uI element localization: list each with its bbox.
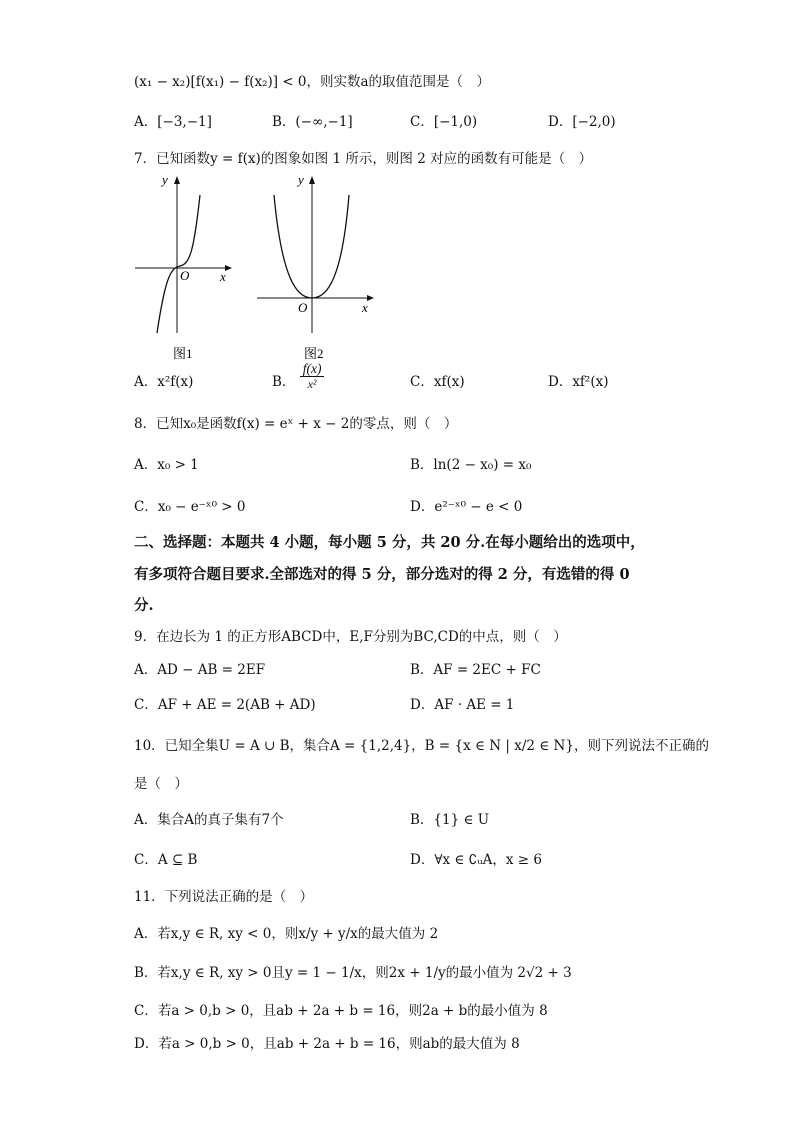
fig1-origin-label: O <box>180 268 190 283</box>
fig1-y-label: y <box>162 172 168 187</box>
q6-option-a: A．[−3,−1] <box>134 114 212 130</box>
section-2-heading-line-3: 分. <box>134 597 154 614</box>
q11-option-b: B．若x,y ∈ R, xy > 0且y = 1 − 1/x，则2x + 1/y的最小值为 2√2 + 3 <box>134 965 572 981</box>
figure-1-cubic-graph <box>130 170 240 365</box>
fig1-x-arrow <box>225 265 232 271</box>
q7-option-b-denominator: x² <box>307 377 317 391</box>
section-2-heading-line-2: 有多项符合题目要求.全部选对的得 5 分，部分选对的得 2 分，有选错的得 0 <box>134 566 630 583</box>
section-2-heading-line-1: 二、选择题：本题共 4 小题，每小题 5 分，共 20 分.在每小题给出的选项中， <box>134 534 645 551</box>
q6-continuation: (x₁ − x₂)[f(x₁) − f(x₂)] < 0，则实数a的取值范围是（ ） <box>134 74 491 90</box>
fig2-caption: 图2 <box>304 346 324 361</box>
q7-option-d: D．xf²(x) <box>548 374 609 390</box>
q7-option-b-label: B． <box>272 374 296 390</box>
q7-option-a: A．x²f(x) <box>134 374 194 390</box>
q8-option-a: A．x₀ > 1 <box>134 457 199 473</box>
q7-option-b-numerator: f(x) <box>300 361 325 377</box>
q6-option-b: B．(−∞,−1] <box>272 114 353 130</box>
q10-stem-line-1: 10．已知全集U = A ∪ B，集合A = {1,2,4}，B = {x ∈ N | x/2 ∈ N}，则下列说法不正确的 <box>134 738 709 754</box>
fig1-y-arrow <box>174 176 180 184</box>
q10-option-b: B．{1} ∈ U <box>410 812 490 828</box>
q11-option-c: C．若a > 0,b > 0，且ab + 2a + b = 16，则2a + b的最小值为 8 <box>134 1003 548 1019</box>
fig2-y-label: y <box>298 172 304 187</box>
q9-option-c: C．AF + AE = 2(AB + AD) <box>134 697 316 713</box>
q10-option-c: C．A ⊆ B <box>134 852 198 868</box>
q9-stem: 9．在边长为 1 的正方形ABCD中，E,F分别为BC,CD的中点，则（ ） <box>134 629 567 645</box>
q7-option-c: C．xf(x) <box>410 374 465 390</box>
q7-option-b <box>272 361 324 392</box>
q8-option-b: B．ln(2 − x₀) = x₀ <box>410 457 532 473</box>
q11-option-d: D．若a > 0,b > 0，且ab + 2a + b = 16，则ab的最大值为 8 <box>134 1036 520 1052</box>
fig2-y-arrow <box>309 176 315 184</box>
q11-option-a: A．若x,y ∈ R, xy < 0，则x/y + y/x的最大值为 2 <box>134 926 439 942</box>
q7-option-b-fraction <box>300 361 325 392</box>
q8-option-c: C．x₀ − e⁻ˣ⁰ > 0 <box>134 499 246 515</box>
fig1-curve <box>157 195 200 333</box>
q9-option-d: D．AF · AE = 1 <box>410 697 515 713</box>
q11-stem: 11．下列说法正确的是（ ） <box>134 889 314 905</box>
q6-option-c: C．[−1,0) <box>410 114 478 130</box>
figure-2-quadratic-graph <box>252 170 382 365</box>
q10-option-a: A．集合A的真子集有7个 <box>134 812 284 828</box>
q7-stem: 7．已知函数y = f(x)的图象如图 1 所示，则图 2 对应的函数有可能是（ ） <box>134 151 593 167</box>
fig1-caption: 图1 <box>173 346 193 361</box>
q10-stem-line-2: 是（ ） <box>134 776 188 792</box>
fig2-x-label: x <box>362 300 368 315</box>
fig2-x-arrow <box>367 295 374 301</box>
q9-option-a: A．AD − AB = 2EF <box>134 662 266 678</box>
q9-option-b: B．AF = 2EC + FC <box>410 662 541 678</box>
fig2-origin-label: O <box>298 300 308 315</box>
q6-option-d: D．[−2,0) <box>548 114 616 130</box>
q8-option-d: D．e²⁻ˣ⁰ − e < 0 <box>410 499 523 515</box>
fig1-x-label: x <box>220 269 226 284</box>
q10-option-d: D．∀x ∈ ∁ᵤA，x ≥ 6 <box>410 852 542 868</box>
q8-stem: 8．已知x₀是函数f(x) = eˣ + x − 2的零点，则（ ） <box>134 416 458 432</box>
